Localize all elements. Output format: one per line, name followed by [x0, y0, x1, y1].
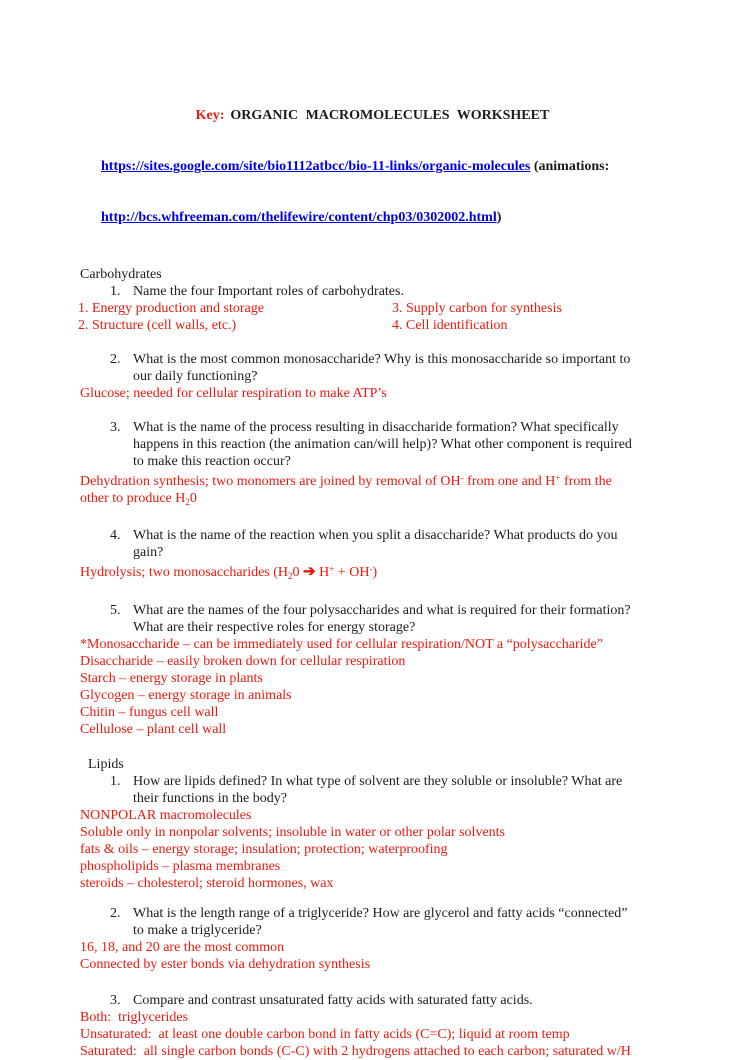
answer-line: other to produce $H_20$ [80, 491, 197, 507]
question-number: 3. [110, 420, 121, 435]
question-number: 2. [110, 906, 121, 921]
document-content [80, 0, 692, 1060]
answer-line: 4. Cell identification [392, 318, 508, 333]
question-lipid-3 [80, 992, 692, 1009]
doc-title [80, 90, 692, 141]
question-carb-2 [80, 351, 692, 385]
question-text-line: What is the name of the reaction when you split a disaccharide? What products do you [133, 528, 618, 543]
answer-columns-carb-1 [78, 300, 692, 334]
answer-line: 3. Supply carbon for synthesis [392, 301, 562, 316]
superscript-minus: - [369, 564, 373, 574]
answer-column-right [392, 300, 692, 334]
question-number: 4. [110, 528, 121, 543]
section-heading-lipids: Lipids [88, 757, 124, 772]
link-line-2 [80, 192, 692, 243]
answer-line: Disaccharide – easily broken down for cellular respiration [80, 654, 406, 669]
question-text-line: happens in this reaction (the animation can/will help)? What other component is required [133, 437, 632, 452]
question-text-line: to make a triglyceride? [133, 923, 262, 938]
question-text-line: What is the name of the process resulting in disaccharide formation? What specifically [133, 420, 619, 435]
answer-line: Dehydration synthesis; two monomers are joined by removal of OH- from one and H+ from the [80, 473, 612, 489]
answer-line: Cellulose – plant cell wall [80, 722, 227, 737]
superscript-minus: - [460, 473, 464, 483]
closing-paren: ) [496, 210, 502, 225]
question-text-line: their functions in the body? [133, 791, 287, 806]
answer-line: 16, 18, and 20 are the most common [80, 940, 285, 955]
answer-line: steroids – cholesterol; steroid hormones, wax [80, 876, 334, 891]
subscript-two: 2 [288, 571, 293, 581]
link-line-1 [80, 141, 692, 192]
question-text-line: What are the names of the four polysaccharides and what is required for their formation? [133, 603, 631, 618]
question-carb-1 [80, 283, 692, 300]
superscript-plus: + [555, 473, 561, 483]
question-number: 1. [110, 284, 121, 299]
section-heading-carbohydrates: Carbohydrates [80, 267, 162, 282]
answer-line: 2. Structure (cell walls, etc.) [78, 318, 237, 333]
answer-line: phospholipids – plasma membranes [80, 859, 281, 874]
answer-line: Hydrolysis; two monosaccharides ($H_20$ ➔ H+ + OH-) [80, 564, 378, 581]
answer-line: Soluble only in nonpolar solvents; insoluble in water or other polar solvents [80, 825, 505, 840]
question-number: 1. [110, 774, 121, 789]
answer-line: Chitin – fungus cell wall [80, 705, 219, 720]
hyperlink-lifewire-animation[interactable]: http://bcs.whfreeman.com/thelifewire/content/chp03/0302002.html [101, 210, 497, 225]
question-text-line: What is the most common monosaccharide? Why is this monosaccharide so important to [133, 352, 631, 367]
answer-line: 1. Energy production and storage [78, 301, 264, 316]
question-text-line: How are lipids defined? In what type of solvent are they soluble or insoluble? What are [133, 774, 623, 789]
question-text-line: Name the four Important roles of carbohydrates. [133, 284, 404, 299]
answer-line: Starch – energy storage in plants [80, 671, 263, 686]
question-text-line: to make this reaction occur? [133, 454, 291, 469]
answer-line: Both: triglycerides [80, 1010, 189, 1025]
answer-line: Unsaturated: at least one double carbon bond in fatty acids (C=C); liquid at room temp [80, 1027, 570, 1042]
doc-title-text: ORGANIC MACROMOLECULES WORKSHEET [230, 108, 550, 123]
question-text-line: gain? [133, 545, 164, 560]
answer-column-left [78, 300, 392, 334]
answer-line: *Monosaccharide – can be immediately used for cellular respiration/NOT a “polysaccharide” [80, 637, 603, 652]
answer-line: Connected by ester bonds via dehydration synthesis [80, 957, 371, 972]
question-number: 5. [110, 603, 121, 618]
question-carb-5 [80, 602, 692, 636]
question-lipid-1 [80, 773, 692, 807]
arrow-right-glyph: ➔ [303, 564, 316, 580]
superscript-plus: + [329, 564, 335, 574]
question-carb-4 [80, 527, 692, 561]
question-lipid-2 [80, 905, 692, 939]
animations-label: (animations: [530, 159, 610, 174]
question-text-line: What is the length range of a triglyceride? How are glycerol and fatty acids “connected” [133, 906, 628, 921]
answer-line: fats & oils – energy storage; insulation; protection; waterproofing [80, 842, 448, 857]
answer-line: NONPOLAR macromolecules [80, 808, 252, 823]
question-text-line: What are their respective roles for energy storage? [133, 620, 416, 635]
question-text-line: Compare and contrast unsaturated fatty acids with saturated fatty acids. [133, 993, 533, 1008]
question-carb-3 [80, 419, 692, 470]
key-label: Key: [195, 108, 225, 123]
answer-line: Saturated: all single carbon bonds (C-C) with 2 hydrogens attached to each carbon; saturated w/H [80, 1044, 631, 1059]
question-number: 2. [110, 352, 121, 367]
answer-line: Glycogen – energy storage in animals [80, 688, 292, 703]
question-number: 3. [110, 993, 121, 1008]
answer-line: Glucose; needed for cellular respiration to make ATP’s [80, 386, 387, 401]
subscript-two: 2 [185, 497, 190, 507]
hyperlink-organic-molecules[interactable]: https://sites.google.com/site/bio1112atbcc/bio-11-links/organic-molecules [101, 159, 531, 174]
question-text-line: our daily functioning? [133, 369, 258, 384]
